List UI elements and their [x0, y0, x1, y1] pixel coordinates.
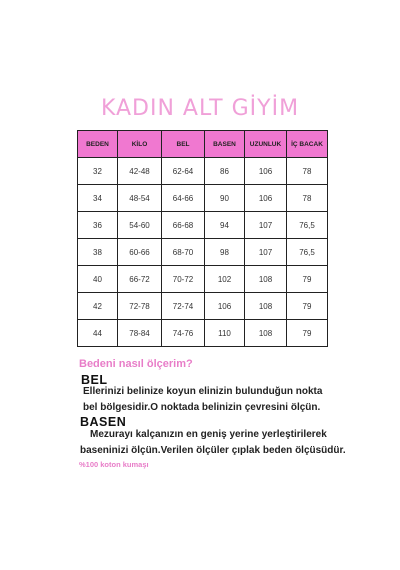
cell-ic-bacak: 76,5: [287, 239, 328, 266]
table-row: [78, 266, 328, 293]
cell-beden: 42: [78, 293, 118, 320]
cell-kilo: 66-72: [118, 266, 162, 293]
cell-uzunluk: 108: [245, 293, 287, 320]
cell-basen: 106: [205, 293, 245, 320]
cell-bel: 66-68: [162, 212, 205, 239]
table-row: [78, 185, 328, 212]
how-to-measure-heading: Bedeni nasıl ölçerim?: [79, 358, 193, 370]
bel-line-1: Ellerinizi belinize koyun elinizin bulunduğun nokta: [83, 386, 323, 397]
header-uzunluk: UZUNLUK: [245, 131, 287, 158]
cell-kilo: 72-78: [118, 293, 162, 320]
header-beden: BEDEN: [78, 131, 118, 158]
table-row: [78, 320, 328, 347]
header-basen: BASEN: [205, 131, 245, 158]
table-header-row: [78, 131, 328, 158]
cell-uzunluk: 107: [245, 239, 287, 266]
bel-heading: BEL: [81, 373, 108, 387]
basen-heading: BASEN: [80, 415, 127, 429]
basen-instructions: [80, 427, 346, 459]
cell-uzunluk: 107: [245, 212, 287, 239]
cell-kilo: 42-48: [118, 158, 162, 185]
cell-ic-bacak: 76,5: [287, 212, 328, 239]
cell-beden: 44: [78, 320, 118, 347]
header-bel: BEL: [162, 131, 205, 158]
cell-uzunluk: 106: [245, 185, 287, 212]
cell-bel: 70-72: [162, 266, 205, 293]
cell-basen: 98: [205, 239, 245, 266]
cell-uzunluk: 106: [245, 158, 287, 185]
cell-beden: 40: [78, 266, 118, 293]
cell-basen: 90: [205, 185, 245, 212]
table-row: [78, 293, 328, 320]
basen-line-2: baseninizi ölçün.Verilen ölçüler çıplak beden ölçüsüdür.: [80, 445, 346, 456]
cell-basen: 94: [205, 212, 245, 239]
cell-bel: 72-74: [162, 293, 205, 320]
bel-instructions: [83, 384, 322, 416]
table-row: [78, 158, 328, 185]
cell-basen: 110: [205, 320, 245, 347]
cell-beden: 36: [78, 212, 118, 239]
cell-kilo: 60-66: [118, 239, 162, 266]
cell-ic-bacak: 78: [287, 158, 328, 185]
cell-bel: 74-76: [162, 320, 205, 347]
cell-ic-bacak: 78: [287, 185, 328, 212]
cell-beden: 38: [78, 239, 118, 266]
cell-kilo: 78-84: [118, 320, 162, 347]
cell-bel: 68-70: [162, 239, 205, 266]
table-row: [78, 212, 328, 239]
table-row: [78, 239, 328, 266]
basen-line-1: Mezurayı kalçanızın en geniş yerine yerleştirilerek: [90, 429, 327, 440]
cell-uzunluk: 108: [245, 266, 287, 293]
header-kilo: KİLO: [118, 131, 162, 158]
cell-uzunluk: 108: [245, 320, 287, 347]
bel-line-2: bel bölgesidir.O noktada belinizin çevresini ölçün.: [83, 402, 321, 413]
size-chart-table: [77, 130, 328, 347]
page-title: KADIN ALT GİYİM: [100, 96, 300, 121]
cell-kilo: 48-54: [118, 185, 162, 212]
cell-ic-bacak: 79: [287, 320, 328, 347]
cell-basen: 86: [205, 158, 245, 185]
cell-ic-bacak: 79: [287, 266, 328, 293]
cell-beden: 34: [78, 185, 118, 212]
fabric-note: %100 koton kumaşı: [79, 460, 149, 469]
cell-ic-bacak: 79: [287, 293, 328, 320]
header-ic-bacak: İÇ BACAK: [287, 131, 328, 158]
cell-basen: 102: [205, 266, 245, 293]
cell-bel: 64-66: [162, 185, 205, 212]
cell-bel: 62-64: [162, 158, 205, 185]
cell-kilo: 54-60: [118, 212, 162, 239]
cell-beden: 32: [78, 158, 118, 185]
